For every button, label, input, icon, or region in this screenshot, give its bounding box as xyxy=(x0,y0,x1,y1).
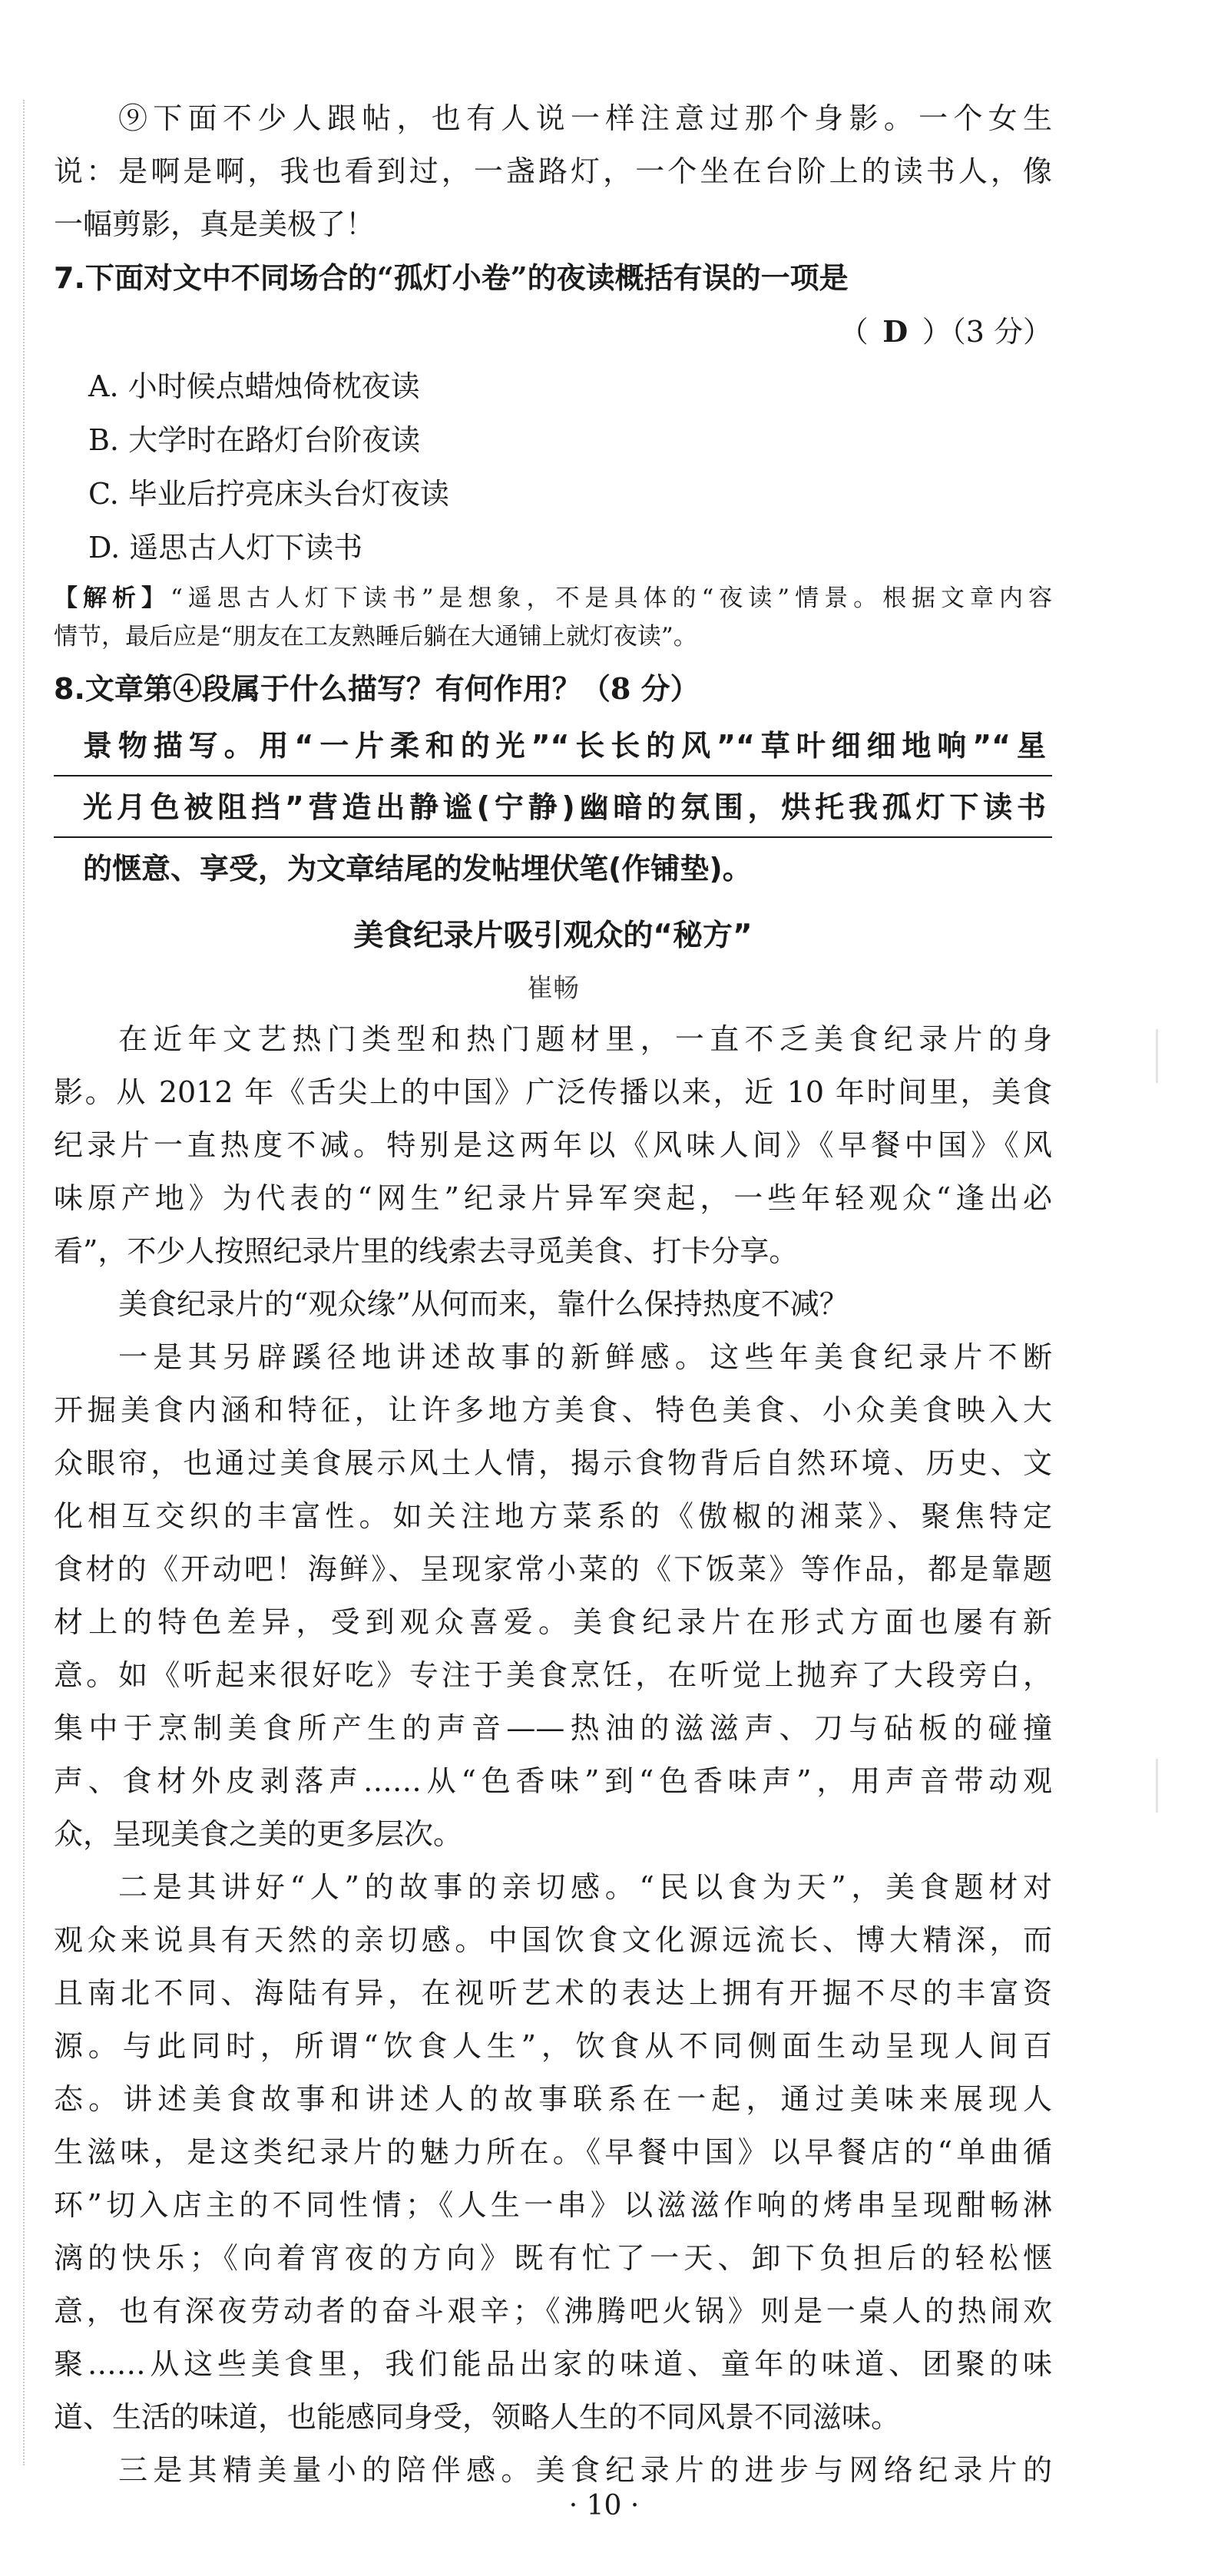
paragraph-line: 看”，不少人按照纪录片里的线索去寻觅美食、打卡分享。 xyxy=(54,1234,799,1268)
article-paragraph xyxy=(54,2444,1052,2497)
article-title: 美食纪录片吸引观众的“秘方” xyxy=(353,919,753,953)
question-score: （3 分） xyxy=(951,315,1052,349)
article-paragraph xyxy=(54,1013,1052,1278)
paragraph-line: 众，呈现美食之美的更多层次。 xyxy=(54,1817,463,1851)
question-number: 8. xyxy=(54,672,85,706)
answer-bracket-row xyxy=(54,304,1052,359)
article-author: 崔畅 xyxy=(527,973,579,1004)
answer-lines xyxy=(54,715,1052,899)
paragraph-line: 一是其另辟蹊径地讲述故事的新鲜感。这些年美食纪录片不断 xyxy=(118,1340,1052,1374)
analysis-line: 情节，最后应是“朋友在工友熟睡后躺在大通铺上就灯夜读”。 xyxy=(54,623,697,651)
binding-margin-line xyxy=(23,100,25,2465)
paragraph-line: 环”切入店主的不同性情；《人生一串》以滋滋作响的烤串呈现酣畅淋 xyxy=(54,2188,1052,2222)
paragraph-line: 漓的快乐；《向着宵夜的方向》既有忙了一天、卸下负担后的轻松惬 xyxy=(54,2241,1052,2275)
passage-tail xyxy=(54,92,1052,251)
paragraph-line: 影。从 2012 年《舌尖上的中国》广泛传播以来，近 10 年时间里，美食 xyxy=(54,1075,1052,1109)
option-b: B. 大学时在路灯台阶夜读 xyxy=(88,423,421,457)
option-c: C. 毕业后拧亮床头台灯夜读 xyxy=(88,477,449,511)
paragraph-line: 态。讲述美食故事和讲述人的故事联系在一起，通过美味来展现人 xyxy=(54,2082,1052,2116)
paragraph-line: 三是其精美量小的陪伴感。美食纪录片的进步与网络纪录片的 xyxy=(118,2453,1052,2487)
page-number: · 10 · xyxy=(568,2490,640,2521)
question-text: 文章第④段属于什么描写？有何作用？（8 分） xyxy=(84,671,700,706)
paragraph-line: 源。与此同时，所谓“饮食人生”，饮食从不同侧面生动呈现人间百 xyxy=(54,2029,1052,2063)
question-number: 7. xyxy=(54,261,85,295)
answer-line: 光月色被阻挡”营造出静谧(宁静)幽暗的氛围，烘托我孤灯下读书 xyxy=(54,776,1052,838)
paragraph-line: 道、生活的味道，也能感同身受，领略人生的不同风景不同滋味。 xyxy=(54,2400,901,2434)
paragraph-line: 开掘美食内涵和特征，让许多地方美食、特色美食、小众美食映入大 xyxy=(54,1393,1052,1427)
scan-edge-mark xyxy=(1156,1759,1158,1813)
paragraph-line: 材上的特色差异，受到观众喜爱。美食纪录片在形式方面也屡有新 xyxy=(54,1605,1052,1639)
article-paragraph xyxy=(54,1331,1052,1861)
answer-line: 景物描写。用“一片柔和的光”“长长的风”“草叶细细地响”“星 xyxy=(54,715,1052,776)
article-paragraph xyxy=(54,1861,1052,2444)
bracket-close: ） xyxy=(922,315,952,349)
paragraph-line: 意。如《听起来很好吃》专注于美食烹饪，在听觉上抛弃了大段旁白， xyxy=(54,1658,1052,1692)
question-stem xyxy=(54,662,1052,715)
paragraph-line: 集中于烹制美食所产生的声音——热油的滋滋声、刀与砧板的碰撞 xyxy=(54,1711,1052,1745)
paragraph-line: 观众来说具有天然的亲切感。中国饮食文化源远流长、博大精深，而 xyxy=(54,1923,1052,1957)
paragraph-line: 纪录片一直热度不减。特别是这两年以《风味人间》《早餐中国》《风 xyxy=(54,1128,1052,1162)
scan-edge-mark xyxy=(1156,1029,1158,1083)
bracket-open: （ xyxy=(839,315,869,349)
option-a: A. 小时候点蜡烛倚枕夜读 xyxy=(88,369,420,403)
answer-line: 的惬意、享受，为文章结尾的发帖埋伏笔(作铺垫)。 xyxy=(83,852,752,886)
paragraph-line: 二是其讲好“人”的故事的亲切感。“民以食为天”，美食题材对 xyxy=(118,1870,1052,1904)
article-paragraph xyxy=(54,1278,1052,1331)
paragraph-line: 且南北不同、海陆有异，在视听艺术的表达上拥有开掘不尽的丰富资 xyxy=(54,1976,1052,2010)
paragraph-line: 化相互交织的丰富性。如关注地方菜系的《傲椒的湘菜》、聚焦特定 xyxy=(54,1499,1052,1533)
question-7 xyxy=(54,251,1052,656)
paragraph-line: 聚……从这些美食里，我们能品出家的味道、童年的味道、团聚的味 xyxy=(54,2347,1052,2381)
article xyxy=(54,909,1052,2497)
analysis-tag: 【解析】 xyxy=(54,584,170,612)
paragraph-line: 生滋味，是这类纪录片的魅力所在。《早餐中国》以早餐店的“单曲循 xyxy=(54,2135,1052,2169)
paragraph-line: 食材的《开动吧！海鲜》、呈现家常小菜的《下饭菜》等作品，都是靠题 xyxy=(54,1552,1052,1586)
paragraph-line: 说：是啊是啊，我也看到过，一盏路灯，一个坐在台阶上的读书人，像 xyxy=(54,154,1052,188)
question-text: 下面对文中不同场合的“孤灯小卷”的夜读概括有误的一项是 xyxy=(84,260,849,295)
paragraph-line: 一幅剪影，真是美极了！ xyxy=(54,207,376,241)
page-content xyxy=(54,92,1052,2497)
analysis-line: 【解析】“遥思古人灯下读书”是想象，不是具体的“夜读”情景。根据文章内容 xyxy=(54,584,1053,612)
paragraph-line: 声、食材外皮剥落声……从“色香味”到“色香味声”，用声音带动观 xyxy=(54,1764,1052,1798)
paragraph-line: 意，也有深夜劳动者的奋斗艰辛；《沸腾吧火锅》则是一桌人的热闹欢 xyxy=(54,2294,1052,2328)
filled-answer: D xyxy=(882,314,908,349)
paragraph-line: 味原产地》为代表的“网生”纪录片异军突起，一些年轻观众“逢出必 xyxy=(54,1181,1052,1215)
paragraph-line: 众眼帘，也通过美食展示风土人情，揭示食物背后自然环境、历史、文 xyxy=(54,1446,1052,1480)
analysis-block xyxy=(54,579,1052,656)
question-stem xyxy=(54,251,1052,304)
paragraph-line: ⑨下面不少人跟帖，也有人说一样注意过那个身影。一个女生 xyxy=(118,101,1052,135)
question-8 xyxy=(54,662,1052,899)
paragraph-line: 在近年文艺热门类型和热门题材里，一直不乏美食纪录片的身 xyxy=(118,1022,1052,1056)
option-d: D. 遥思古人灯下读书 xyxy=(88,531,363,565)
paragraph-line: 美食纪录片的“观众缘”从何而来，靠什么保持热度不减？ xyxy=(118,1287,849,1321)
